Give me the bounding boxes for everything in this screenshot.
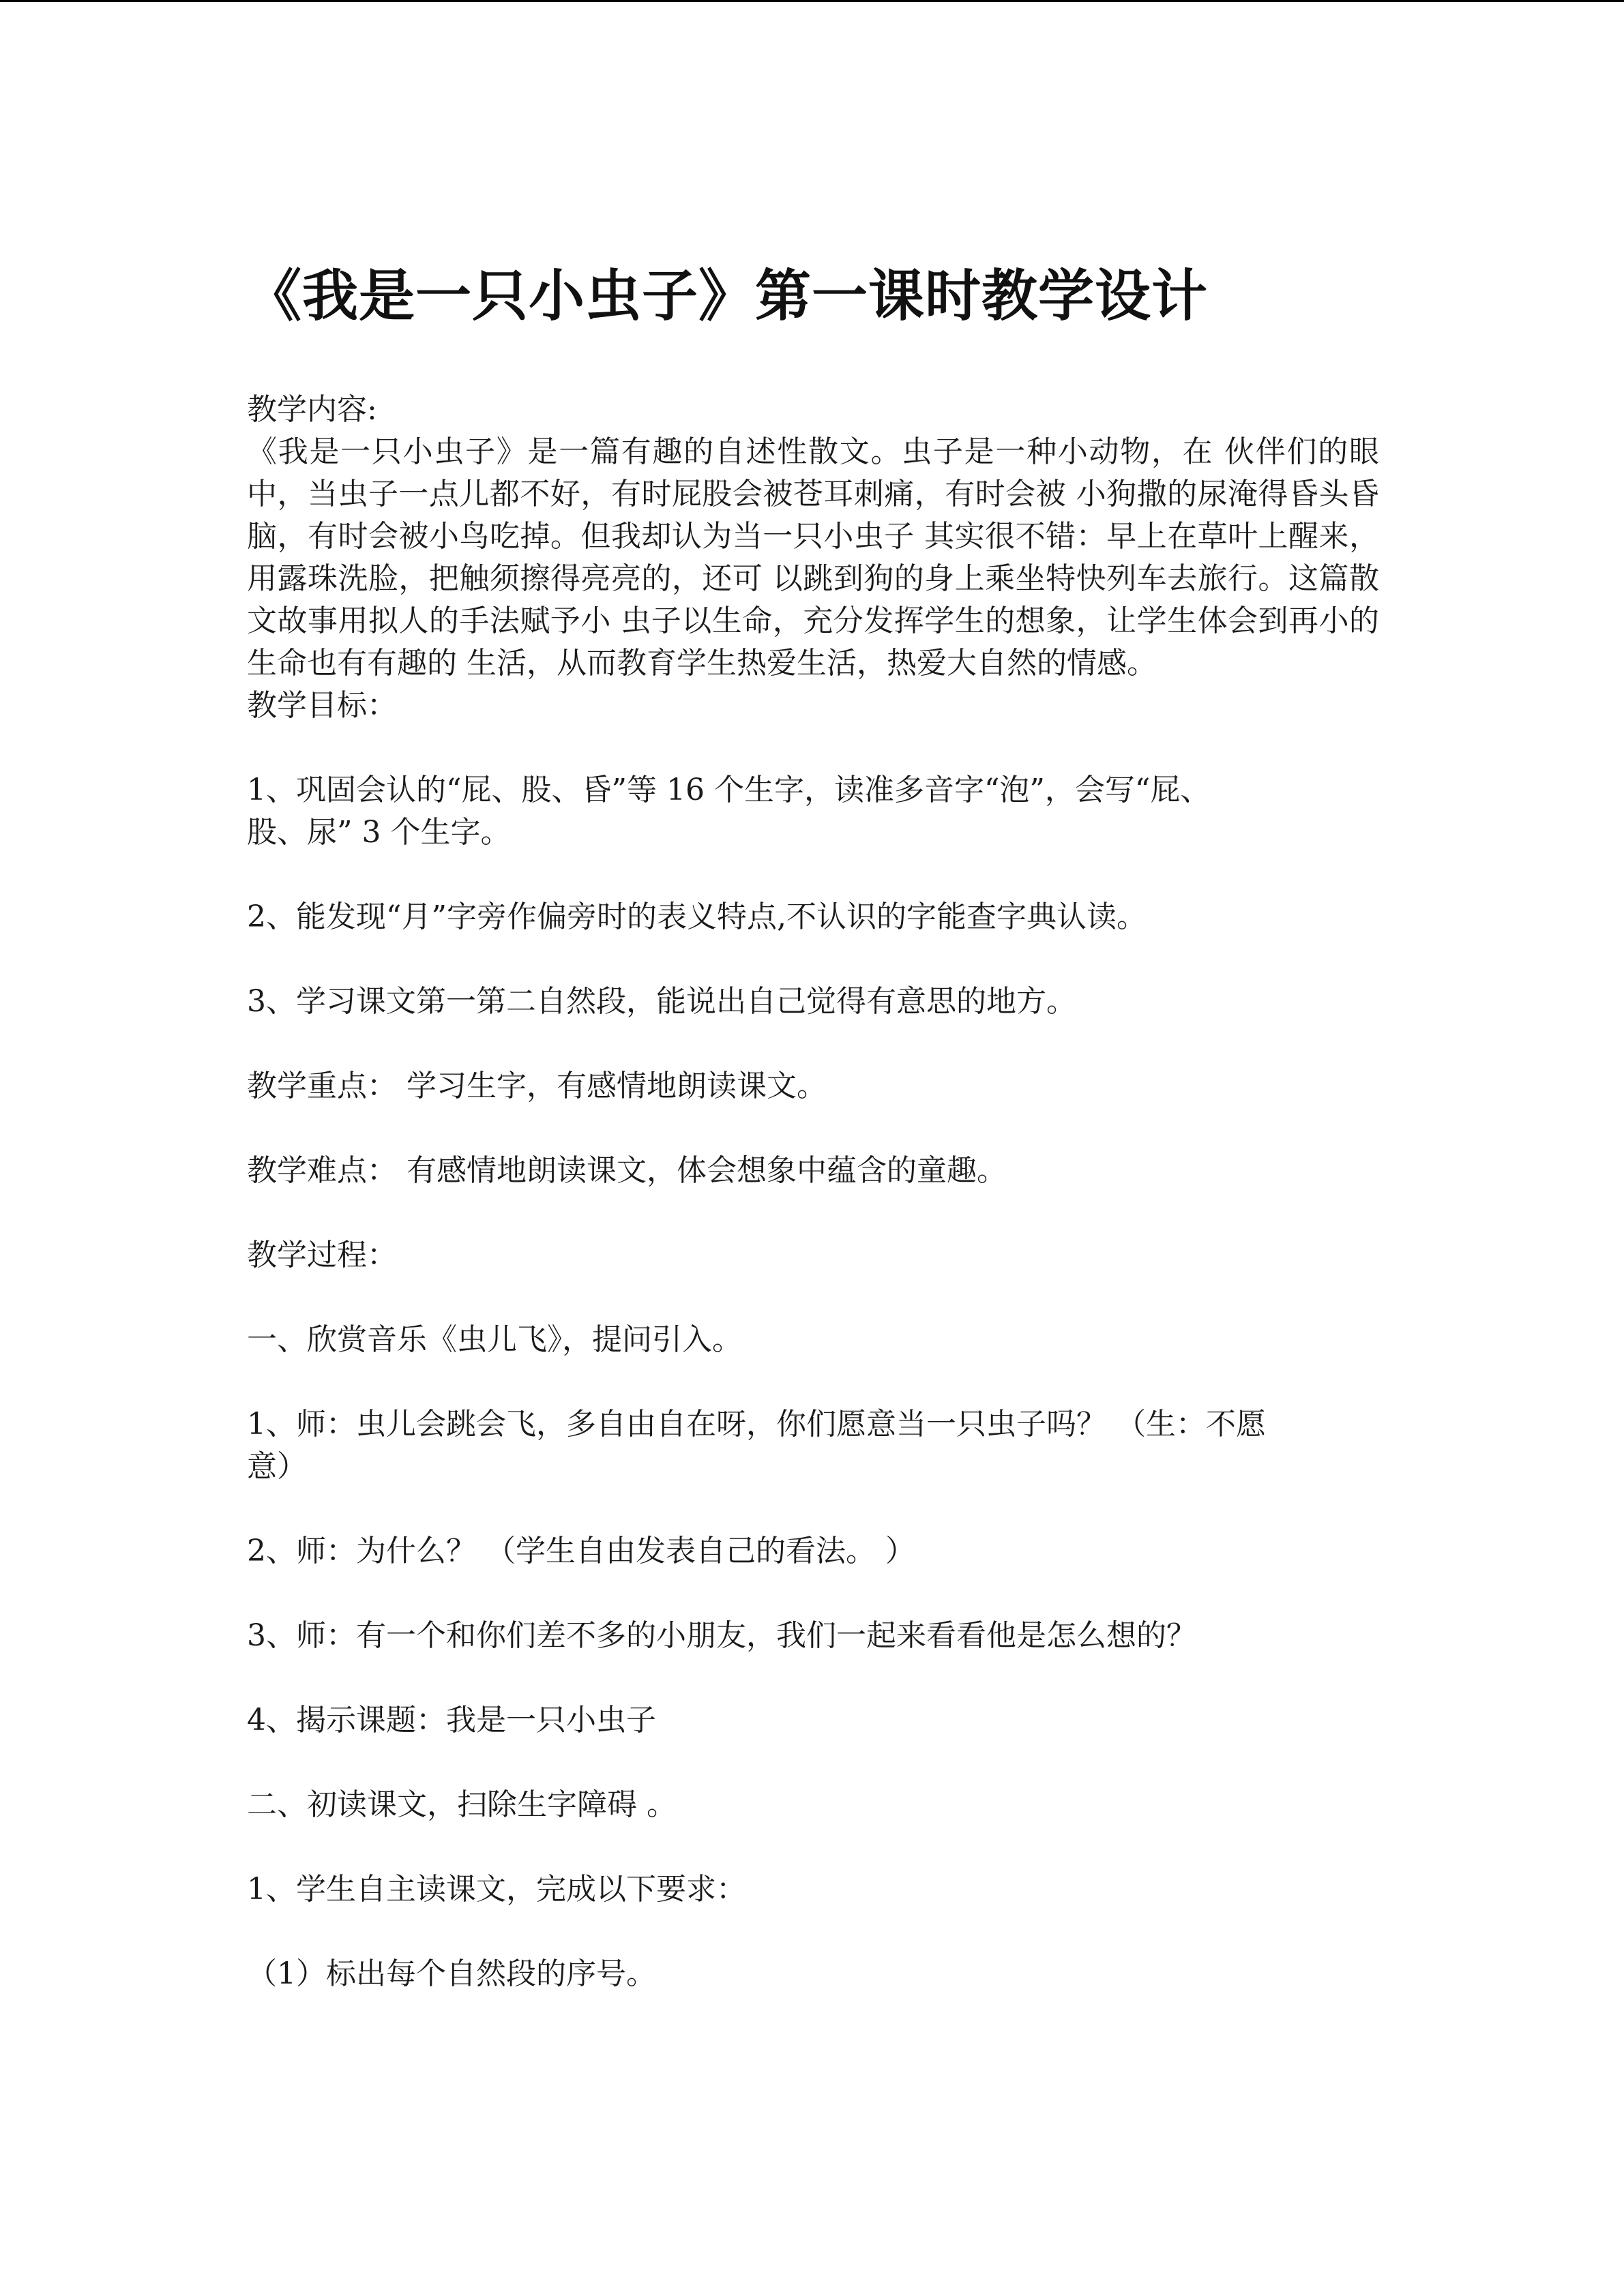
goal-2: 2、能发现“月”字旁作偏旁时的表义特点,不认识的字能查字典认读。 — [247, 899, 1147, 934]
top-border-rule — [0, 0, 1624, 2]
spacer — [247, 727, 1379, 769]
section-1-heading: 一、欣赏音乐《虫儿飞》，提问引入。 — [247, 1322, 742, 1357]
spacer — [247, 854, 1379, 896]
goal-1-line-2: 股、尿” 3 个生字。 — [247, 815, 511, 850]
section-2-heading: 二、初读课文，扫除生字障碍 。 — [247, 1787, 677, 1822]
s1-step-1-line-2: 意） — [247, 1449, 307, 1484]
goal-3: 3、学习课文第一第二自然段，能说出自己觉得有意思的地方。 — [247, 984, 1076, 1019]
process-label: 教学过程： — [247, 1238, 397, 1272]
goal-1-line-1: 1、巩固会认的“屁、股、昏”等 16 个生字，读准多音字“泡”，会写“屁、 — [247, 773, 1211, 807]
document-body — [247, 389, 1379, 1995]
document-title: 《我是一只小虫子》第一课时教学设计 — [246, 264, 1209, 329]
s2-requirement-1: （1）标出每个自然段的序号。 — [247, 1956, 656, 1991]
spacer — [247, 1657, 1379, 1699]
spacer — [247, 1277, 1379, 1319]
spacer — [247, 1192, 1379, 1234]
difficulty: 教学难点： 有感情地朗读课文，体会想象中蕴含的童趣。 — [247, 1153, 1007, 1188]
s1-step-3: 3、师：有一个和你们差不多的小朋友，我们一起来看看他是怎么想的？ — [247, 1618, 1196, 1653]
spacer — [247, 938, 1379, 981]
s1-step-4: 4、揭示课题：我是一只小虫子 — [247, 1703, 656, 1738]
content-label: 教学内容: — [247, 392, 377, 427]
spacer — [247, 1488, 1379, 1530]
spacer — [247, 1361, 1379, 1403]
s1-step-1-line-1: 1、师：虫儿会跳会飞，多自由自在呀，你们愿意当一只虫子吗？ （生：不愿 — [247, 1407, 1266, 1442]
s1-step-2: 2、师：为什么？ （学生自由发表自己的看法。 ） — [247, 1534, 915, 1568]
goals-label: 教学目标： — [247, 688, 397, 723]
content-paragraph: 《我是一只小虫子》是一篇有趣的自述性散文。虫子是一种小动物，在 伙伴们的眼中，当虫子一点儿都不好，有时屁股会被苍耳刺痛，有时会被 小狗撒的尿淹得昏头昏脑，有时会被小鸟吃掉。但我却认为当一只小虫子 其实很不错：早上在草叶上醒来，用露珠洗脸，把触须擦得亮亮的，还可 以跳到狗的身上乘坐特快列车去旅行。这篇散文故事用拟人的手法赋予小 虫子以生命，充分发挥学生的想象，让学生体会到再小的生命也有有趣的 生活，从而教育学生热爱生活，热爱大自然的情感。 — [247, 434, 1379, 681]
spacer — [247, 1107, 1379, 1150]
s2-step-1: 1、学生自主读课文，完成以下要求： — [247, 1872, 746, 1907]
spacer — [247, 1023, 1379, 1065]
spacer — [247, 1911, 1379, 1953]
spacer — [247, 1826, 1379, 1868]
spacer — [247, 1742, 1379, 1784]
key-point: 教学重点： 学习生字，有感情地朗读课文。 — [247, 1069, 827, 1103]
spacer — [247, 1572, 1379, 1615]
